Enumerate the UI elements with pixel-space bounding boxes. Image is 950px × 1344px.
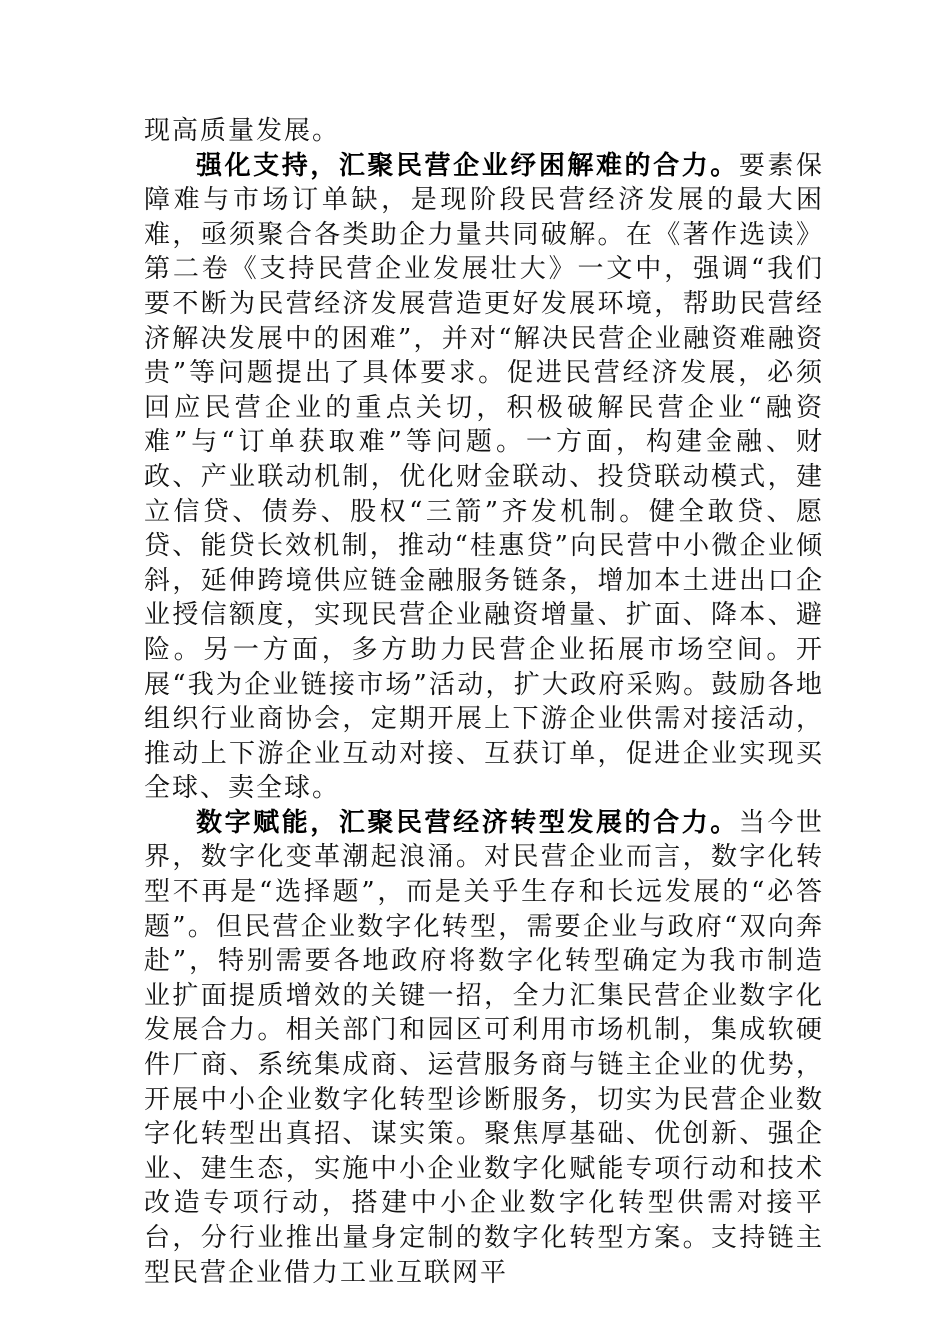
document-body (144, 114, 824, 1290)
paragraph-continuation (144, 114, 824, 149)
paragraph-support (144, 149, 824, 806)
paragraph-text: 当今世界，数字化变革潮起浪涌。对民营企业而言，数字化转型不再是“选择题”，而是关乎生存和长远发展的“必答题”。但民营企业数字化转型，需要企业与政府“双向奔赴”，特别需要各地政府将数字化转型确定为我市制造业扩面提质增效的关键一招，全力汇集民营企业数字化发展合力。相关部门和园区可利用市场机制，集成软硬件厂商、系统集成商、运营服务商与链主企业的优势，开展中小企业数字化转型诊断服务，切实为民营企业数字化转型出真招、谋实策。聚焦厚基础、优创新、强企业、建生态，实施中小企业数字化赋能专项行动和技术改造专项行动，搭建中小企业数字化转型供需对接平台，分行业推出量身定制的数字化转型方案。支持链主型民营企业借力工业互联网平 (144, 807, 824, 1288)
paragraph-digital (144, 806, 824, 1290)
paragraph-lead-heading: 数字赋能，汇聚民营经济转型发展的合力。 (196, 807, 739, 838)
paragraph-text: 现高质量发展。 (144, 116, 341, 146)
paragraph-text: 要素保障难与市场订单缺，是现阶段民营经济发展的最大困难，亟须聚合各类助企力量共同破解。在《著作选读》第二卷《支持民营企业发展壮大》一文中，强调“我们要不断为民营经济发展营造更好发展环境，帮助民营经济解决发展中的困难”，并对“解决民营企业融资难融资贵”等问题提出了具体要求。促进民营经济发展，必须回应民营企业的重点关切，积极破解民营企业“融资难”与“订单获取难”等问题。一方面，构建金融、财政、产业联动机制，优化财金联动、投贷联动模式，建立信贷、债券、股权“三箭”齐发机制。健全敢贷、愿贷、能贷长效机制，推动“桂惠贷”向民营中小微企业倾斜，延伸跨境供应链金融服务链条，增加本土进出口企业授信额度，实现民营企业融资增量、扩面、降本、避险。另一方面，多方助力民营企业拓展市场空间。开展“我为企业链接市场”活动，扩大政府采购。鼓励各地组织行业商协会，定期开展上下游企业供需对接活动，推动上下游企业互动对接、互获订单，促进企业实现买全球、卖全球。 (144, 150, 824, 804)
paragraph-lead-heading: 强化支持，汇聚民营企业纾困解难的合力。 (196, 150, 739, 181)
